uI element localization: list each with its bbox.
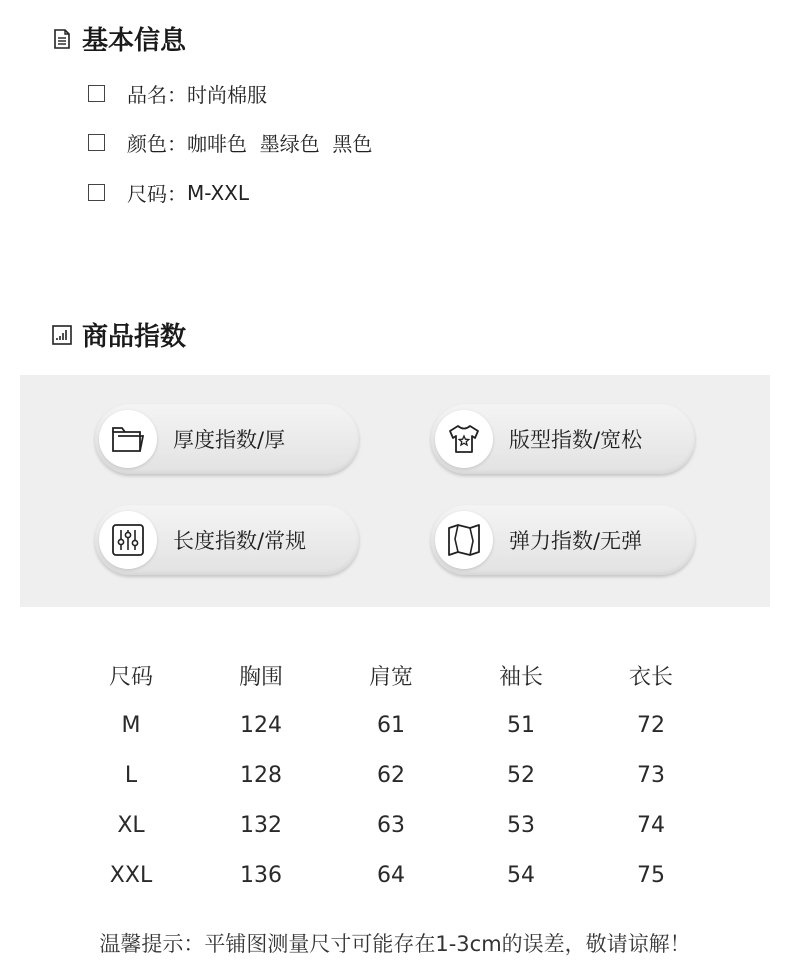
section-title-text: 基本信息 xyxy=(82,26,187,56)
pill-label: 弹力指数/无弹 xyxy=(509,529,643,553)
table-row xyxy=(66,850,716,900)
table-cell: 136 xyxy=(240,862,282,888)
column-header: 尺码 xyxy=(108,664,153,690)
checkbox-icon xyxy=(88,134,105,151)
pill-icon-circle xyxy=(435,511,493,569)
column-header: 袖长 xyxy=(498,664,543,690)
table-cell: M xyxy=(121,712,141,738)
table-cell: 72 xyxy=(637,712,665,738)
table-cell: 128 xyxy=(240,762,282,788)
pill-label: 长度指数/常规 xyxy=(173,529,307,553)
tshirt-icon xyxy=(446,423,482,455)
table-row xyxy=(66,750,716,800)
table-cell: 132 xyxy=(240,812,282,838)
info-label: 品名： xyxy=(127,83,187,107)
index-pill-fit xyxy=(431,404,695,474)
info-label: 颜色： xyxy=(127,132,187,156)
column-header: 胸围 xyxy=(238,664,283,690)
table-cell: 75 xyxy=(637,862,665,888)
table-cell: 53 xyxy=(507,812,535,838)
index-pill-length xyxy=(95,505,359,575)
sliders-icon xyxy=(111,523,145,557)
pill-icon-circle xyxy=(99,511,157,569)
checkbox-icon xyxy=(88,85,105,102)
document-icon xyxy=(52,29,72,49)
info-label: 尺码： xyxy=(127,182,187,206)
pill-label: 厚度指数/厚 xyxy=(173,428,286,452)
info-value: M-XXL xyxy=(187,180,250,205)
pill-icon-circle xyxy=(435,410,493,468)
table-row xyxy=(66,700,716,750)
table-cell: L xyxy=(124,762,138,788)
table-cell: 73 xyxy=(637,762,665,788)
table-cell: 52 xyxy=(507,762,535,788)
column-header: 衣长 xyxy=(628,664,673,690)
info-item-name xyxy=(88,79,267,108)
section-title-text: 商品指数 xyxy=(82,322,187,352)
product-index-title xyxy=(52,316,186,353)
bar-chart-icon xyxy=(52,325,72,345)
table-cell: 61 xyxy=(377,712,405,738)
table-header-row xyxy=(66,650,716,700)
table-cell: 54 xyxy=(507,862,535,888)
info-item-color xyxy=(88,128,372,157)
index-pill-elasticity xyxy=(431,505,695,575)
table-cell: 62 xyxy=(377,762,405,788)
checkbox-icon xyxy=(88,184,105,201)
table-cell: 51 xyxy=(507,712,535,738)
column-header: 肩宽 xyxy=(368,664,413,690)
pill-label: 版型指数/宽松 xyxy=(509,428,643,452)
info-value: 咖啡色 墨绿色 黑色 xyxy=(187,132,373,156)
table-cell: 63 xyxy=(377,812,405,838)
table-cell: XXL xyxy=(109,862,153,888)
pill-icon-circle xyxy=(99,410,157,468)
table-cell: XL xyxy=(117,812,145,838)
index-pill-thickness xyxy=(95,404,359,474)
size-table xyxy=(66,650,716,900)
index-panel xyxy=(20,375,770,607)
table-cell: 124 xyxy=(240,712,282,738)
table-cell: 74 xyxy=(637,812,665,838)
table-cell: 64 xyxy=(377,862,405,888)
info-value: 时尚棉服 xyxy=(187,83,267,107)
table-row xyxy=(66,800,716,850)
info-item-size xyxy=(88,178,249,207)
folder-icon xyxy=(110,424,146,454)
map-icon xyxy=(446,523,482,557)
basic-info-title xyxy=(52,20,186,57)
measurement-note: 温馨提示：平铺图测量尺寸可能存在1-3cm的误差，敬请谅解！ xyxy=(99,932,691,956)
